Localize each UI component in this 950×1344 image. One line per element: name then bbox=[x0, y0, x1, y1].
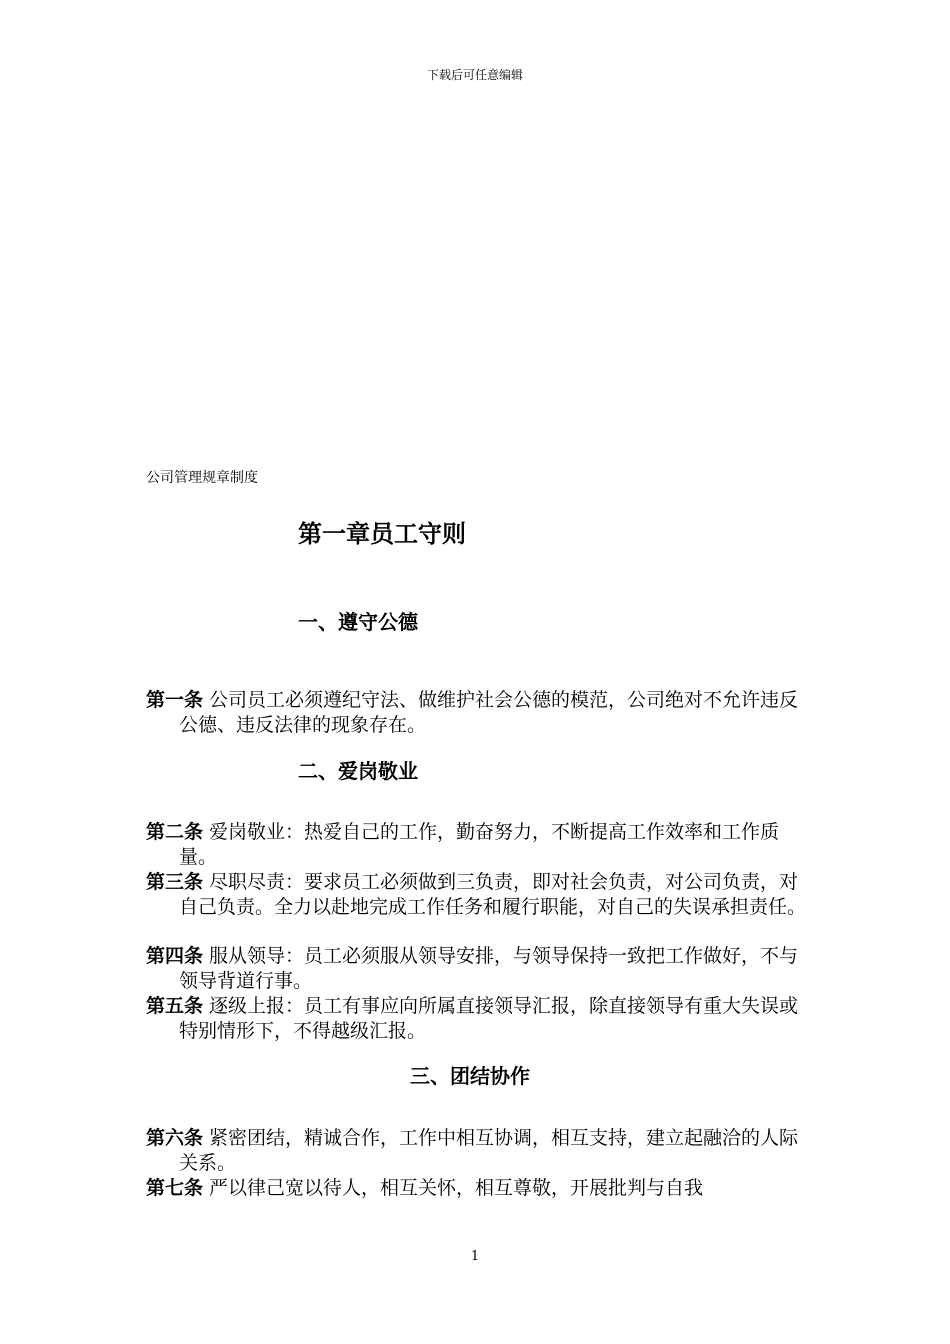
section-title-2: 二、爱岗敬业 bbox=[298, 759, 418, 783]
article-7 bbox=[146, 1176, 806, 1201]
article-4 bbox=[146, 944, 806, 994]
article-label: 第三条 bbox=[146, 871, 204, 893]
article-label: 第四条 bbox=[146, 945, 204, 967]
article-text: 公司员工必须遵纪守法、做维护社会公德的模范，公司绝对不允许违反公德、违反法律的现象存在。 bbox=[179, 689, 799, 736]
page-header: 下载后可任意编辑 bbox=[426, 68, 523, 82]
article-label: 第六条 bbox=[146, 1127, 204, 1149]
article-label: 第七条 bbox=[146, 1177, 204, 1199]
article-text: 尽职尽责：要求员工必须做到三负责，即对社会负责，对公司负责，对自己负责。全力以赴地完成工作任务和履行职能，对自己的失误承担责任。 bbox=[179, 871, 807, 918]
article-6 bbox=[146, 1126, 806, 1176]
article-text: 严以律己宽以待人，相互关怀，相互尊敬，开展批判与自我 bbox=[203, 1177, 704, 1199]
article-text: 紧密团结，精诚合作，工作中相互协调，相互支持，建立起融洽的人际关系。 bbox=[179, 1127, 799, 1174]
article-1 bbox=[146, 688, 806, 738]
section-title-3: 三、团结协作 bbox=[410, 1064, 530, 1088]
article-text: 服从领导：员工必须服从领导安排，与领导保持一致把工作做好，不与领导背道行事。 bbox=[179, 945, 799, 992]
article-label: 第五条 bbox=[146, 995, 204, 1017]
article-2 bbox=[146, 820, 806, 870]
article-text: 爱岗敬业：热爱自己的工作，勤奋努力，不断提高工作效率和工作质量。 bbox=[179, 821, 780, 868]
chapter-title: 第一章员工守则 bbox=[298, 520, 466, 548]
article-3 bbox=[146, 870, 806, 920]
page-number: 1 bbox=[470, 1249, 480, 1264]
article-label: 第二条 bbox=[146, 821, 204, 843]
article-label: 第一条 bbox=[146, 689, 204, 711]
article-5 bbox=[146, 994, 806, 1044]
document-title: 公司管理规章制度 bbox=[146, 470, 258, 486]
article-text: 逐级上报：员工有事应向所属直接领导汇报，除直接领导有重大失误或特别情形下，不得越级汇报。 bbox=[179, 995, 799, 1042]
section-title-1: 一、遵守公德 bbox=[298, 610, 418, 634]
